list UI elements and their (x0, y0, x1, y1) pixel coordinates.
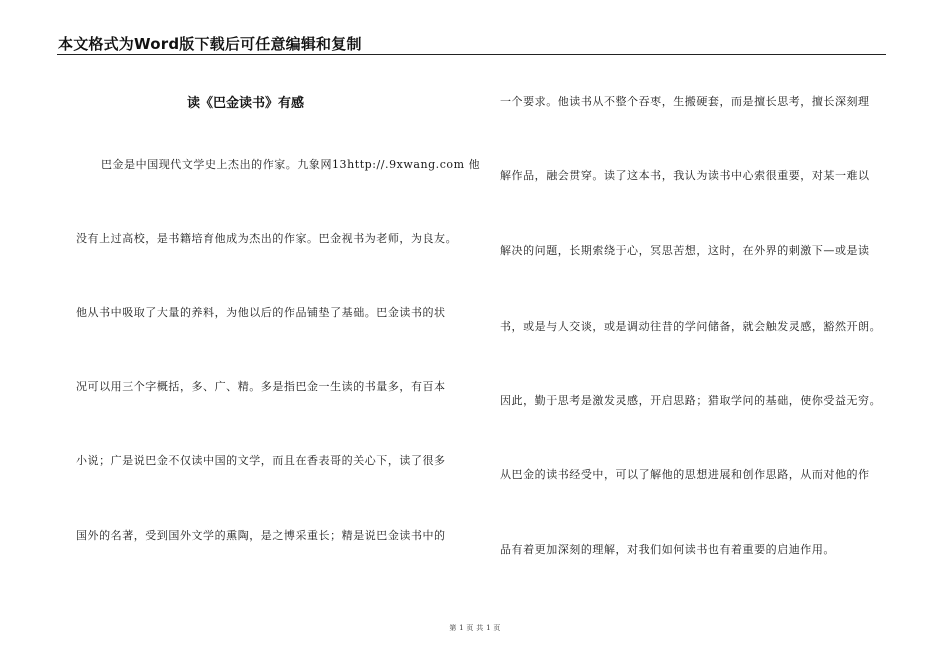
right-paragraph-line: 解作品，融会贯穿。读了这本书，我认为读书中心索很重要，对某一难以 (500, 169, 870, 182)
right-paragraph-line: 从巴金的读书经受中，可以了解他的思想进展和创作思路，从而对他的作 (500, 468, 870, 481)
left-paragraph-line: 巴金是中国现代文学史上杰出的作家。九象网13http://.9xwang.com 他 (101, 158, 481, 171)
left-paragraph-line: 没有上过高校，是书籍培育他成为杰出的作家。巴金视书为老师，为良友。 (76, 232, 458, 245)
right-paragraph-line: 书，或是与人交谈，或是调动往昔的学问储备，就会触发灵感，豁然开朗。 (500, 320, 882, 333)
left-paragraph-line: 他从书中吸取了大量的养料，为他以后的作品铺垫了基础。巴金读书的状 (76, 306, 446, 319)
document-header-notice: 本文格式为Word版下载后可任意编辑和复制 (58, 35, 362, 53)
header-divider (57, 54, 886, 55)
left-paragraph-line: 小说；广是说巴金不仅读中国的文学，而且在香表哥的关心下，读了很多 (76, 454, 446, 467)
page-number-footer: 第 1 页 共 1 页 (449, 624, 501, 632)
document-title: 读《巴金读书》有感 (187, 96, 305, 111)
right-paragraph-line: 因此，勤于思考是激发灵感，开启思路；猎取学问的基础，使你受益无穷。 (500, 394, 882, 407)
right-paragraph-line: 品有着更加深刻的理解，对我们如何读书也有着重要的启迪作用。 (500, 543, 835, 556)
right-paragraph-line: 一个要求。他读书从不整个吞枣，生搬硬套，而是擅长思考，擅长深刻理 (500, 95, 870, 108)
left-paragraph-line: 况可以用三个字概括，多、广、精。多是指巴金一生读的书量多，有百本 (76, 380, 446, 393)
right-paragraph-line: 解决的问题，长期索绕于心，冥思苦想，这时，在外界的刺激下—或是读 (500, 244, 870, 257)
left-paragraph-line: 国外的名著，受到国外文学的熏陶，是之博采重长；精是说巴金读书中的 (76, 529, 446, 542)
